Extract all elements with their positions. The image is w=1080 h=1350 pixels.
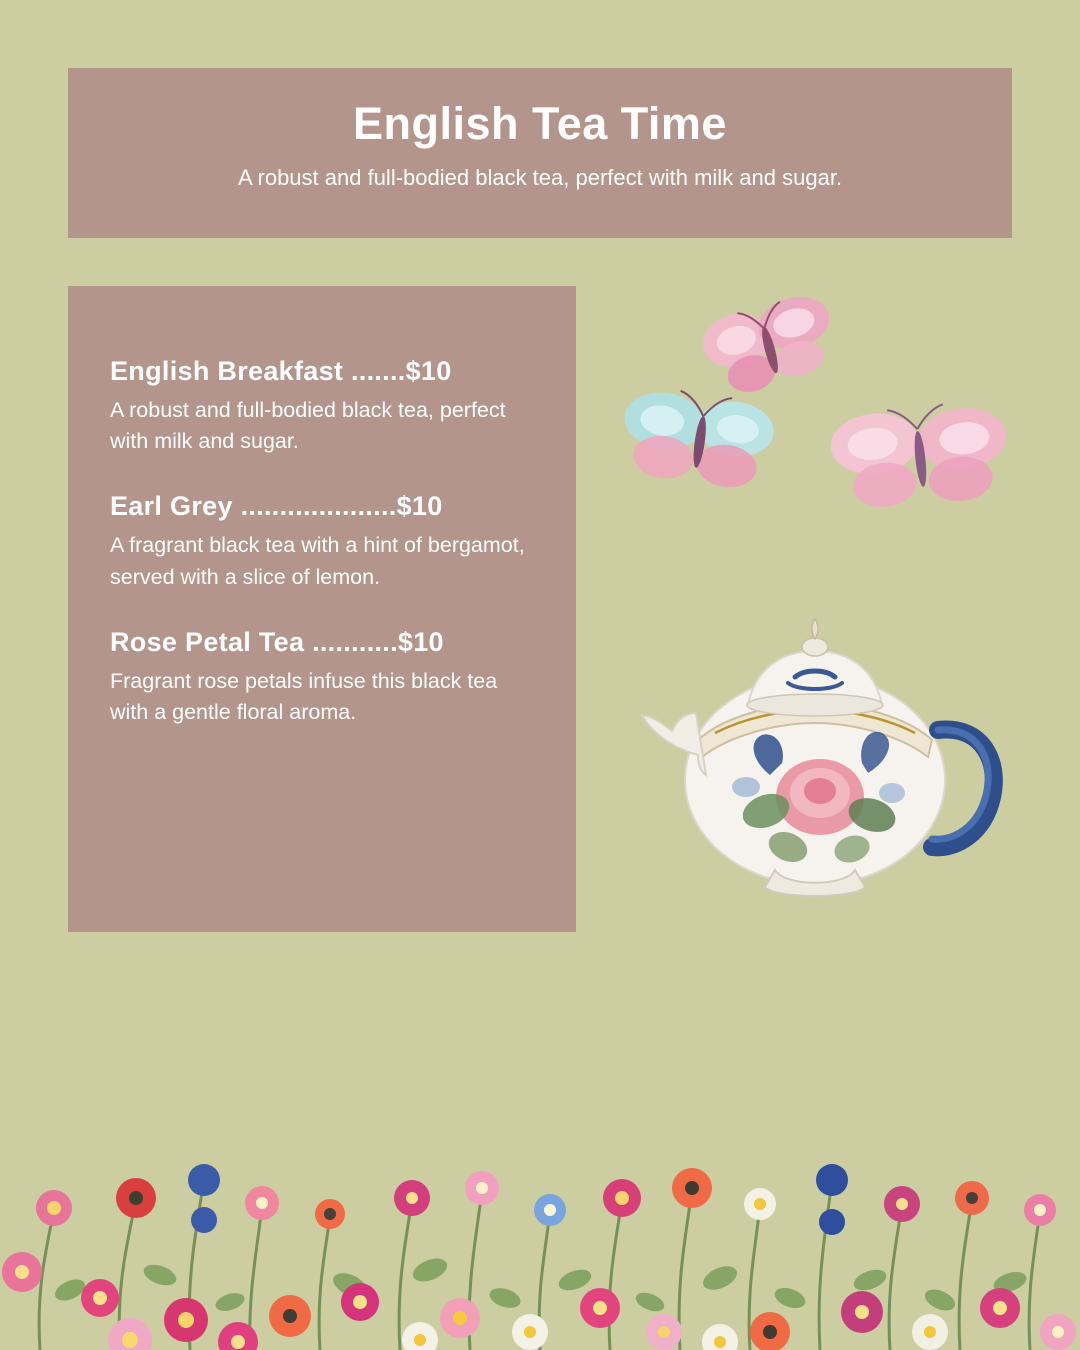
list-item	[110, 491, 536, 592]
header-band	[68, 68, 1012, 238]
menu-panel	[68, 286, 576, 932]
list-item	[110, 627, 536, 728]
page-title: English Tea Time	[353, 98, 727, 149]
menu-item-heading: English Breakfast .......$10	[110, 356, 452, 386]
menu-item-description: A robust and full-bodied black tea, perfect with milk and sugar.	[110, 398, 506, 454]
menu-item-heading: Rose Petal Tea ...........$10	[110, 626, 444, 657]
flowers-icon	[0, 1040, 1080, 1350]
butterflies-icon	[620, 280, 1020, 540]
list-item	[110, 356, 536, 457]
header-subtitle: A robust and full-bodied black tea, perfect with milk and sugar.	[237, 164, 843, 190]
menu-item-description: Fragrant rose petals infuse this black tea with a gentle floral aroma.	[110, 668, 498, 724]
menu-item-heading: Earl Grey ....................$10	[110, 491, 443, 522]
teapot-icon	[620, 565, 1015, 935]
menu-item-description: A fragrant black tea with a hint of bergamot, served with a slice of lemon.	[110, 533, 525, 589]
